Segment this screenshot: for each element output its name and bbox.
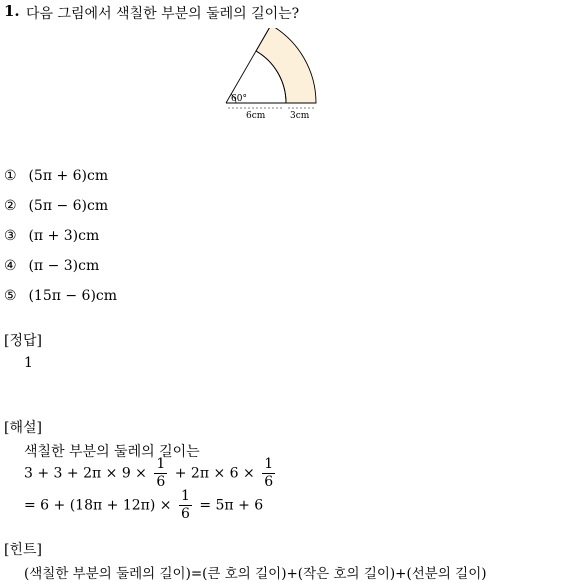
fraction-one-sixth	[179, 488, 192, 523]
explanation-expr-part: = 6 + (18π + 12π) ×	[24, 497, 172, 514]
fraction-denominator: 6	[180, 506, 190, 522]
hint-heading: [힌트]	[4, 542, 42, 558]
option-3[interactable]	[4, 228, 99, 244]
option-mark: ①	[4, 168, 17, 184]
option-mark: ③	[4, 228, 17, 244]
option-mark: ⑤	[4, 288, 17, 304]
option-text: (π − 3)cm	[28, 258, 100, 274]
explanation-expr-part: 3 + 3 + 2π × 9 ×	[24, 465, 147, 482]
fraction-denominator: 6	[156, 474, 166, 490]
explanation-line1: 색칠한 부분의 둘레의 길이는	[24, 444, 200, 460]
fraction-one-sixth	[262, 456, 275, 491]
question-text: 다음 그림에서 색칠한 부분의 둘레의 길이는?	[26, 6, 300, 22]
angle-label: 60°	[231, 94, 247, 104]
inner-radius-label: 6cm	[246, 111, 266, 121]
explanation-expr-part: + 2π × 6 ×	[174, 465, 255, 482]
option-text: (15π − 6)cm	[28, 288, 118, 304]
fraction-numerator: 1	[264, 456, 274, 472]
option-1[interactable]	[4, 168, 108, 184]
option-5[interactable]	[4, 288, 117, 304]
outer-width-label: 3cm	[290, 111, 310, 121]
fraction-numerator: 1	[156, 456, 166, 472]
answer-heading: [정답]	[4, 333, 42, 349]
hint-text: (색칠한 부분의 둘레의 길이)=(큰 호의 길이)+(작은 호의 길이)+(선분의 길이)	[24, 566, 487, 582]
shaded-region	[256, 28, 316, 103]
option-2[interactable]	[4, 198, 108, 214]
explanation-line2	[24, 456, 278, 491]
question-number: 1.	[4, 2, 20, 20]
option-text: (5π − 6)cm	[28, 198, 109, 214]
fraction-numerator: 1	[180, 488, 190, 504]
explanation-expr-part: = 5π + 6	[199, 497, 264, 514]
option-mark: ②	[4, 198, 17, 214]
option-4[interactable]	[4, 258, 99, 274]
sector-figure	[218, 28, 328, 127]
explanation-line3	[24, 488, 263, 523]
answer-value: 1	[24, 355, 33, 371]
fraction-one-sixth	[154, 456, 167, 491]
explanation-heading: [해설]	[4, 420, 42, 436]
option-text: (5π + 6)cm	[28, 168, 109, 184]
option-mark: ④	[4, 258, 17, 274]
fraction-denominator: 6	[264, 474, 274, 490]
option-text: (π + 3)cm	[28, 228, 100, 244]
sector-diagram	[218, 28, 328, 123]
